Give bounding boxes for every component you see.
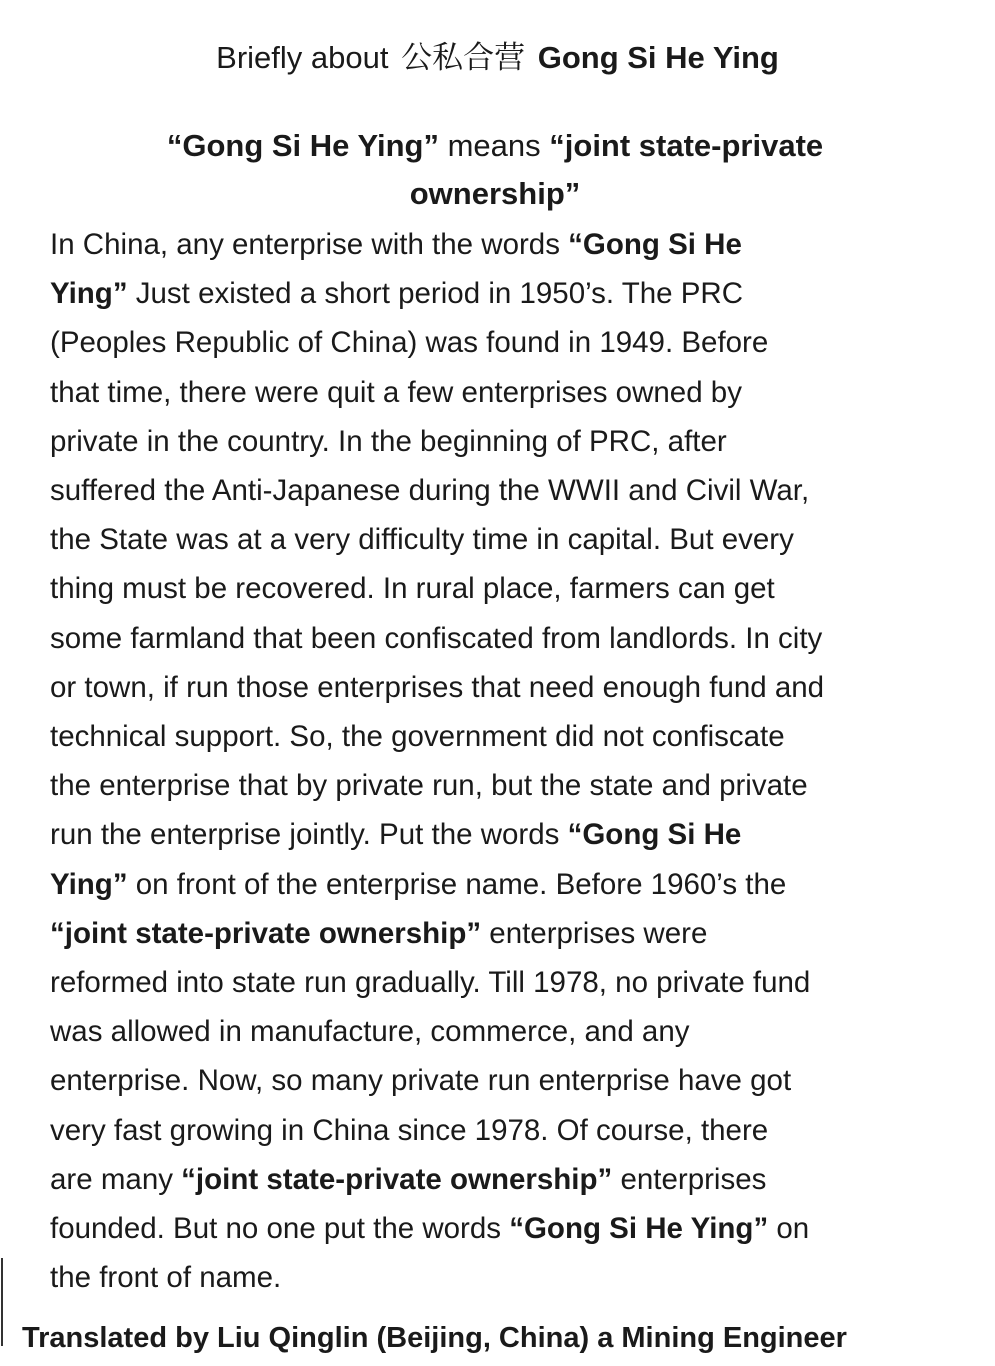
body-line: thing must be recovered. In rural place, farmers can get [50, 572, 775, 606]
body-bold-span: Ying” [50, 277, 128, 311]
body-line: that time, there were quit a few enterprises owned by [50, 375, 742, 409]
body-bold-span: “joint state-private ownership” [181, 1162, 613, 1196]
title-chinese-characters: 公私合营 [401, 40, 526, 76]
body-text-span: on front of the enterprise name. Before 1960’s the [127, 867, 787, 901]
body-bold-span: “Gong Si He [568, 228, 742, 261]
body-bold-span: “Gong Si He Ying” [509, 1212, 769, 1246]
body-line: some farmland that been confiscated from landlords. In city [50, 621, 823, 655]
translator-credit: Translated by Liu Qinglin (Beijing, China) a Mining Engineer [22, 1322, 847, 1354]
body-bold-span: “joint state-private ownership” [50, 916, 482, 950]
body-line: enterprise. Now, so many private run enterprise have got [50, 1064, 792, 1098]
body-line: the front of name. [50, 1261, 282, 1295]
body-text-span: enterprises were [481, 916, 708, 950]
document-subtitle [100, 122, 890, 218]
body-text-span: are many [50, 1162, 182, 1196]
body-line: (Peoples Republic of China) was found in 1949. Before [50, 326, 769, 360]
body-line [50, 810, 940, 859]
body-paragraph [50, 220, 940, 1302]
body-line: suffered the Anti-Japanese during the WWII and Civil War, [50, 474, 810, 508]
scan-margin-line [1, 1258, 3, 1346]
body-line [50, 909, 940, 958]
body-line: was allowed in manufacture, commerce, and any [50, 1015, 690, 1049]
title-prefix: Briefly about [216, 40, 389, 75]
body-line [50, 1155, 940, 1204]
title-pinyin: Gong Si He Ying [537, 40, 779, 75]
subtitle-means: means [438, 128, 550, 163]
body-line: the State was at a very difficulty time in capital. But every [50, 523, 794, 557]
body-line [50, 220, 940, 269]
body-line: private in the country. In the beginning of PRC, after [50, 424, 727, 458]
subtitle-term: “Gong Si He Ying” [166, 128, 439, 163]
body-line [50, 269, 940, 318]
body-line: the enterprise that by private run, but the state and private [50, 769, 808, 803]
body-line: very fast growing in China since 1978. Of course, there [50, 1113, 769, 1147]
body-bold-span: Ying” [50, 867, 128, 901]
document-title [0, 38, 995, 78]
body-text-span: run the enterprise jointly. Put the words [50, 818, 568, 852]
body-text-span: enterprises [612, 1162, 767, 1196]
body-line: reformed into state run gradually. Till 1978, no private fund [50, 966, 811, 1000]
body-text-span: Just existed a short period in 1950’s. The PRC [127, 277, 744, 311]
body-text-span: In China, any enterprise with the words [50, 228, 569, 261]
body-text-span: founded. But no one put the words [50, 1212, 510, 1246]
body-line: or town, if run those enterprises that need enough fund and [50, 670, 825, 704]
body-line: technical support. So, the government did not confiscate [50, 720, 785, 754]
body-line [50, 1204, 940, 1253]
body-line [50, 860, 940, 909]
subtitle-translation: “joint state-private ownership” [409, 128, 824, 211]
body-text-span: on [768, 1212, 810, 1246]
body-bold-span: “Gong Si He [567, 818, 742, 852]
